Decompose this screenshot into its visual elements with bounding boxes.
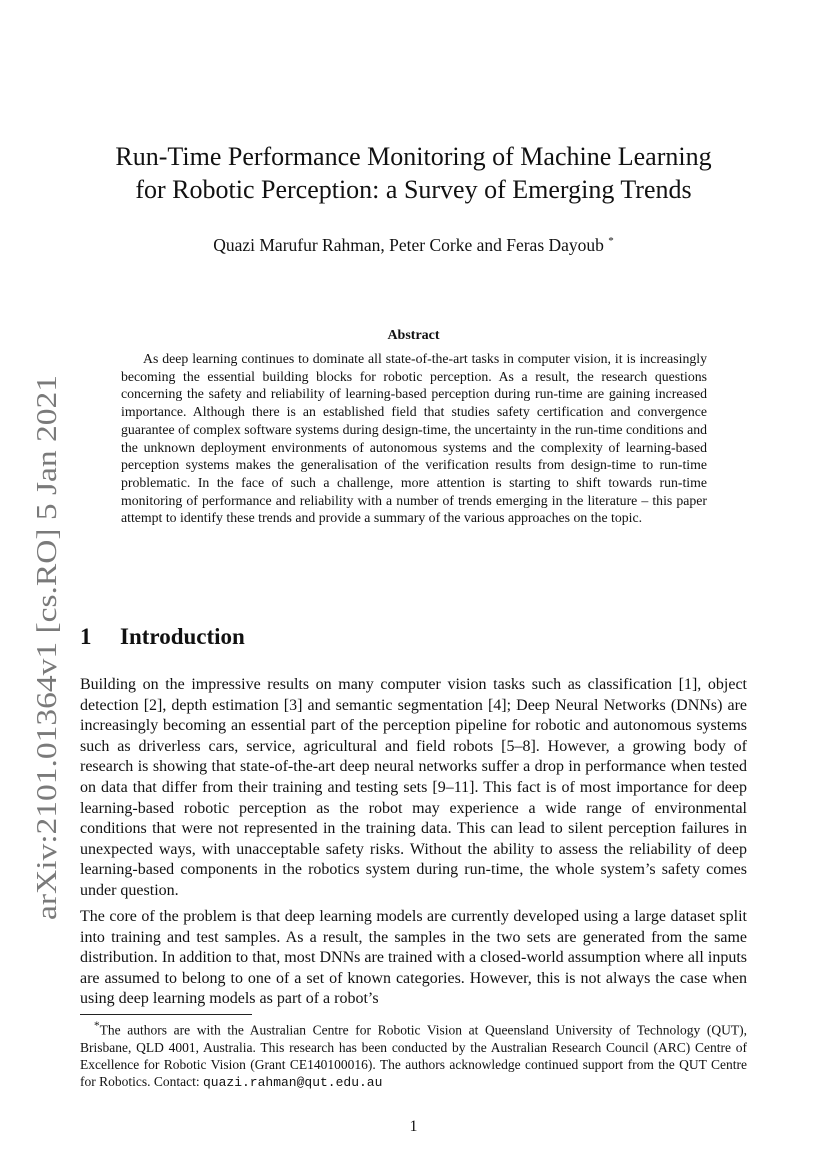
page-number: 1: [409, 1118, 418, 1135]
paper-title: [80, 140, 747, 206]
author-footnote-mark: *: [608, 235, 614, 248]
section-title: Introduction: [120, 624, 245, 649]
footnote-divider: [80, 1014, 252, 1015]
body-paragraph-1: Building on the impressive results on many computer vision tasks such as classification [1], object detection [2], depth estimation [3] and semantic segmentation [4]; Deep Neural Networks (DNNs) are increasingly becoming an essential part of the perception pipeline for robotic and autonomous systems such as driverless cars, service, agricultural and field robots [5–8]. However, a growing body of research is showing that state-of-the-art deep neural networks suffer a drop in performance when tested on data that differ from their training and testing sets [9–11]. This fact is of most importance for deep learning-based robotic perception as the robot may experience a wide range of environmental conditions that were not represented in the training data. This can lead to silent perception failures in unexpected ways, with unacceptable safety risks. Without the ability to assess the reliability of deep learning-based components in the robotics system during run-time, the whole system’s safety comes under question.: [80, 676, 747, 899]
footnote: [80, 1018, 747, 1091]
body-paragraph-2: The core of the problem is that deep learning models are currently developed using a large dataset split into training and test samples. As a result, the samples in the two sets are generated from the same distribution. In addition to that, most DNNs are trained with a closed-world assumption where all inputs are assumed to belong to one of a set of known categories. However, this is not always the case when using deep learning models as part of a robot’s: [80, 908, 747, 1008]
contact-email: quazi.rahman@qut.edu.au: [202, 1075, 383, 1091]
author-list: [80, 235, 747, 256]
footnote-mark: *: [94, 1020, 100, 1032]
footnote-text: The authors are with the Australian Centre for Robotic Vision at Queensland University of Technology (QUT), Brisbane, QLD 4001, Australia. This research has been conducted by the Australian Research Council (ARC) Centre of Excellence for Robotic Vision (Grant CE140100016). The authors acknowledge continued support from the QUT Centre for Robotics. Contact:: [80, 1022, 747, 1090]
title-line-2: for Robotic Perception: a Survey of Emerging Trends: [135, 175, 692, 204]
abstract-text: As deep learning continues to dominate all state-of-the-art tasks in computer vision, it is increasingly becoming the essential building blocks for robotic perception. As a result, the research questions concerning the safety and reliability of learning-based perception during run-time are gaining increased importance. Although there is an established field that studies safety certification and convergence guarantee of complex software systems during design-time, the uncertainty in the run-time conditions and the unknown deployment environments of autonomous systems and the complexity of learning-based perception systems makes the generalisation of the verification results from design-time to run-time problematic. In the face of such a challenge, more attention is starting to shift towards run-time monitoring of performance and reliability with a number of trends emerging in the literature – this paper attempt to identify these trends and provide a summary of the various approaches on the topic.: [121, 351, 707, 526]
author-names: Quazi Marufur Rahman, Peter Corke and Feras Dayoub: [213, 235, 604, 255]
title-line-1: Run-Time Performance Monitoring of Machine Learning: [115, 142, 712, 171]
arxiv-identifier-stamp: [10, 0, 70, 980]
abstract-heading: Abstract: [387, 328, 440, 343]
arxiv-identifier-text: arXiv:2101.01364v1 [cs.RO] 5 Jan 2021: [32, 464, 63, 920]
section-heading: [80, 624, 245, 650]
section-number: 1: [80, 624, 92, 649]
